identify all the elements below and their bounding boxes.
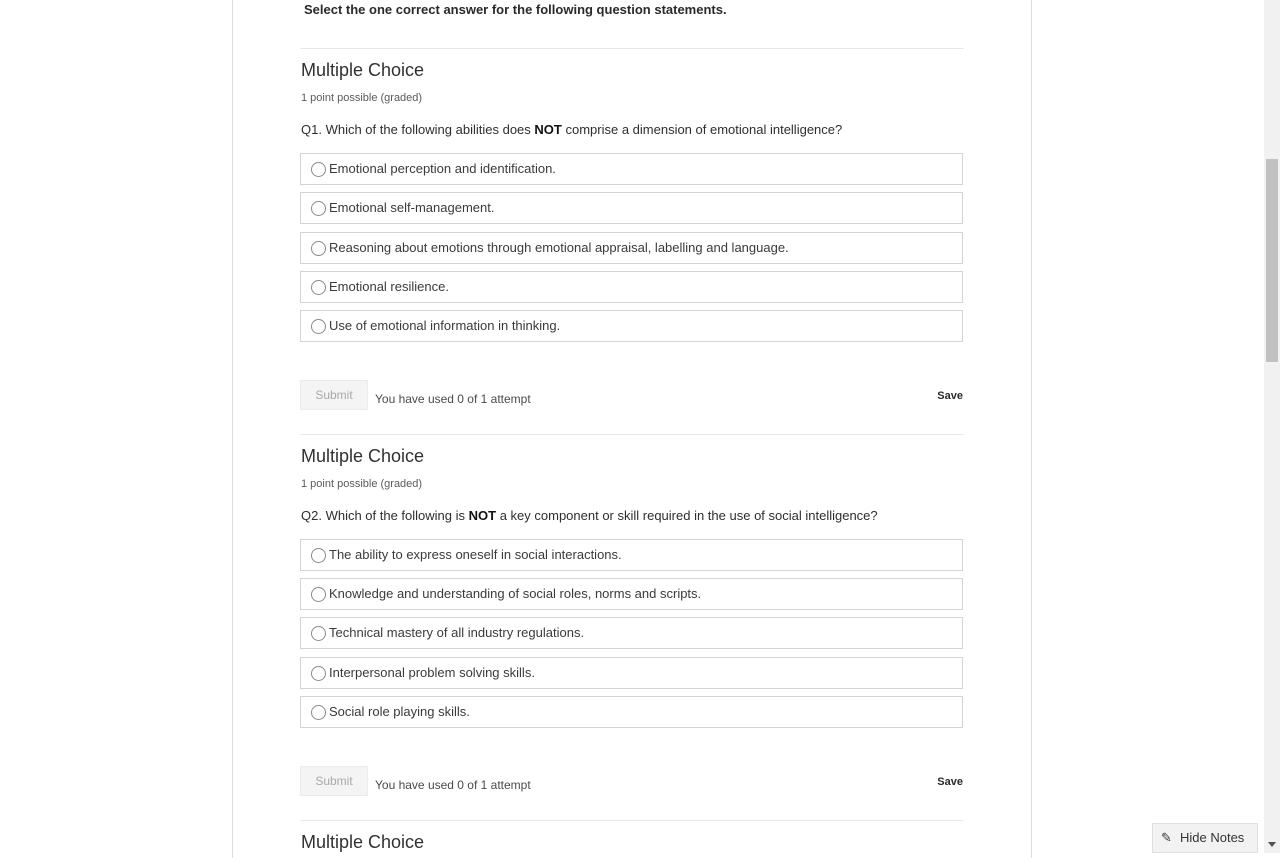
choice-label: Emotional self-management.	[329, 200, 495, 215]
radio-button[interactable]	[311, 626, 326, 641]
save-button[interactable]: Save	[937, 390, 963, 402]
radio-button[interactable]	[311, 548, 326, 563]
pencil-icon: ✎	[1161, 830, 1172, 845]
divider	[300, 48, 964, 49]
choice-option[interactable]	[300, 153, 963, 185]
choice-option[interactable]	[300, 271, 963, 303]
choice-label: Interpersonal problem solving skills.	[329, 665, 535, 680]
problem-title: Multiple Choice	[301, 446, 425, 466]
radio-button[interactable]	[311, 705, 326, 720]
choice-option[interactable]	[300, 657, 963, 689]
problem-points: 1 point possible (graded)	[301, 92, 423, 104]
choice-label: Use of emotional information in thinking.	[329, 318, 561, 333]
problem-title: Multiple Choice	[301, 60, 425, 80]
choice-option[interactable]	[300, 578, 963, 610]
problem-3	[300, 820, 964, 853]
radio-button[interactable]	[311, 319, 326, 334]
question-text: Q1. Which of the following abilities does NOT comprise a dimension of emotional intelligence?	[301, 122, 843, 137]
question-text: Q2. Which of the following is NOT a key component or skill required in the use of social intelligence?	[301, 508, 878, 523]
problem-1	[300, 48, 964, 428]
choice-option[interactable]	[300, 192, 963, 224]
choice-option[interactable]	[300, 617, 963, 649]
divider	[300, 434, 964, 435]
problem-2	[300, 434, 964, 814]
hide-notes-label: Hide Notes	[1180, 830, 1245, 845]
instructions-text: Select the one correct answer for the following question statements.	[304, 2, 727, 17]
choice-label: Emotional perception and identification.	[329, 161, 556, 176]
radio-button[interactable]	[311, 666, 326, 681]
problem-points: 1 point possible (graded)	[301, 478, 423, 490]
choice-label: Reasoning about emotions through emotional appraisal, labelling and language.	[329, 240, 789, 255]
save-button[interactable]: Save	[937, 776, 963, 788]
radio-button[interactable]	[311, 201, 326, 216]
scrollbar-thumb[interactable]	[1266, 159, 1278, 362]
attempts-text: You have used 0 of 1 attempt	[375, 392, 531, 406]
radio-button[interactable]	[311, 280, 326, 295]
choice-label: Emotional resilience.	[329, 279, 449, 294]
choice-option[interactable]	[300, 232, 963, 264]
choice-label: Knowledge and understanding of social roles, norms and scripts.	[329, 586, 702, 601]
choice-label: The ability to express oneself in social interactions.	[329, 547, 622, 562]
choice-label: Technical mastery of all industry regulations.	[329, 625, 585, 640]
problem-title: Multiple Choice	[301, 832, 425, 852]
choice-option[interactable]	[300, 310, 963, 342]
radio-button[interactable]	[311, 587, 326, 602]
scroll-down-icon[interactable]	[1268, 842, 1276, 847]
page-scrollbar[interactable]	[1264, 0, 1280, 853]
submit-button[interactable]: Submit	[300, 766, 368, 796]
attempts-text: You have used 0 of 1 attempt	[375, 778, 531, 792]
radio-button[interactable]	[311, 241, 326, 256]
choice-label: Social role playing skills.	[329, 704, 470, 719]
choice-option[interactable]	[300, 539, 963, 571]
choice-option[interactable]	[300, 696, 963, 728]
hide-notes-button[interactable]	[1152, 823, 1258, 853]
divider	[300, 820, 964, 821]
radio-button[interactable]	[311, 162, 326, 177]
submit-button[interactable]: Submit	[300, 380, 368, 410]
